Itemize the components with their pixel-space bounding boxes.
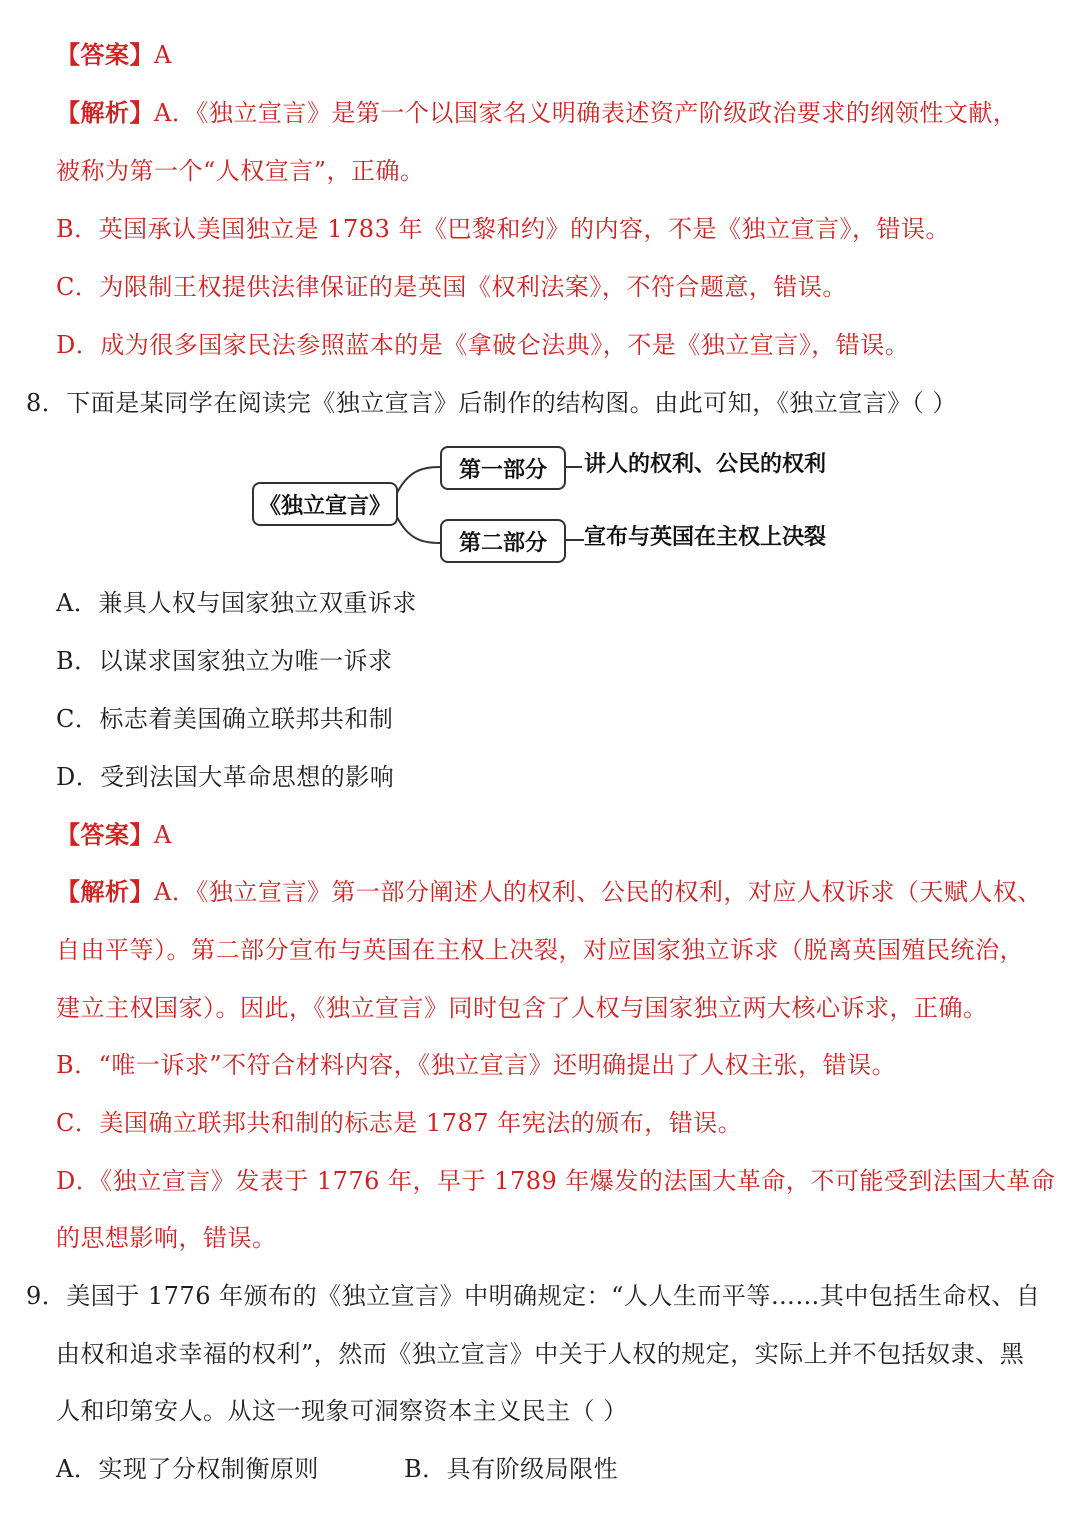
q8-analysis-line2: 自由平等）。第二部分宣布与英国在主权上决裂，对应国家独立诉求（脱离英国殖民统治， (56, 936, 1024, 964)
q7-analysis-line1 (56, 98, 1017, 128)
q9-stem-line2: 由权和追求幸福的权利”，然而《独立宣言》中关于人权的规定，实际上并不包括奴隶、黑 (56, 1340, 1025, 1368)
diagram-part1-desc: 讲人的权利、公民的权利 (584, 452, 827, 477)
diagram-part2-desc: 宣布与英国在主权上决裂 (584, 525, 827, 550)
q8-analysis-d2: 的思想影响，错误。 (56, 1224, 277, 1252)
diagram-part1-box: 第一部分 (440, 446, 566, 490)
analysis-text: A．《独立宣言》第一部分阐述人的权利、公民的权利，对应人权诉求（天赋人权、 (154, 878, 1042, 906)
answer-label: 【答案】 (56, 40, 154, 69)
q7-analysis-c: C．为限制王权提供法律保证的是英国《权利法案》，不符合题意，错误。 (56, 273, 847, 301)
q9-stem-line3: 人和印第安人。从这一现象可洞察资本主义民主（ ） (56, 1397, 628, 1425)
q8-option-b: B．以谋求国家独立为唯一诉求 (56, 647, 393, 675)
q8-analysis-line3: 建立主权国家）。因此，《独立宣言》同时包含了人权与国家独立两大核心诉求，正确。 (56, 994, 988, 1022)
q8-answer-line (56, 820, 172, 850)
answer-label: 【答案】 (56, 820, 154, 849)
q9-option-b: B．具有阶级局限性 (404, 1455, 619, 1483)
diagram-root-box: 《独立宣言》 (252, 482, 398, 526)
q7-answer-line (56, 40, 172, 70)
q8-option-c: C．标志着美国确立联邦共和制 (56, 705, 394, 733)
diagram-part2-box: 第二部分 (440, 519, 566, 563)
q8-option-a: A．兼具人权与国家独立双重诉求 (56, 589, 417, 617)
connector-root-part1 (396, 467, 440, 495)
q8-stem: 8．下面是某同学在阅读完《独立宣言》后制作的结构图。由此可知，《独立宣言》（ ） (26, 389, 957, 417)
structure-diagram (248, 440, 868, 570)
q7-analysis-b: B．英国承认美国独立是 1783 年《巴黎和约》的内容，不是《独立宣言》，错误。 (56, 215, 950, 243)
q9-stem-line1: 9．美国于 1776 年颁布的《独立宣言》中明确规定：“人人生而平等……其中包括生命权、自 (26, 1282, 1041, 1310)
connector-root-part2 (396, 515, 440, 543)
q7-analysis-line2: 被称为第一个“人权宣言”，正确。 (56, 157, 425, 185)
analysis-label: 【解析】 (56, 98, 154, 127)
q8-analysis-c: C．美国确立联邦共和制的标志是 1787 年宪法的颁布，错误。 (56, 1109, 743, 1137)
q8-analysis-line1 (56, 877, 1042, 907)
q9-option-a: A．实现了分权制衡原则 (56, 1455, 319, 1483)
analysis-text: A．《独立宣言》是第一个以国家名义明确表述资产阶级政治要求的纲领性文献， (154, 99, 1018, 127)
answer-value: A (154, 41, 172, 69)
answer-value: A (154, 821, 172, 849)
q8-analysis-d1: D．《独立宣言》发表于 1776 年，早于 1789 年爆发的法国大革命，不可能受到法国大革命 (56, 1167, 1056, 1195)
analysis-label: 【解析】 (56, 877, 154, 906)
q8-option-d: D．受到法国大革命思想的影响 (56, 763, 395, 791)
q7-analysis-d: D．成为很多国家民法参照蓝本的是《拿破仑法典》，不是《独立宣言》，错误。 (56, 331, 910, 359)
q8-analysis-b: B．“唯一诉求”不符合材料内容，《独立宣言》还明确提出了人权主张，错误。 (56, 1051, 897, 1079)
